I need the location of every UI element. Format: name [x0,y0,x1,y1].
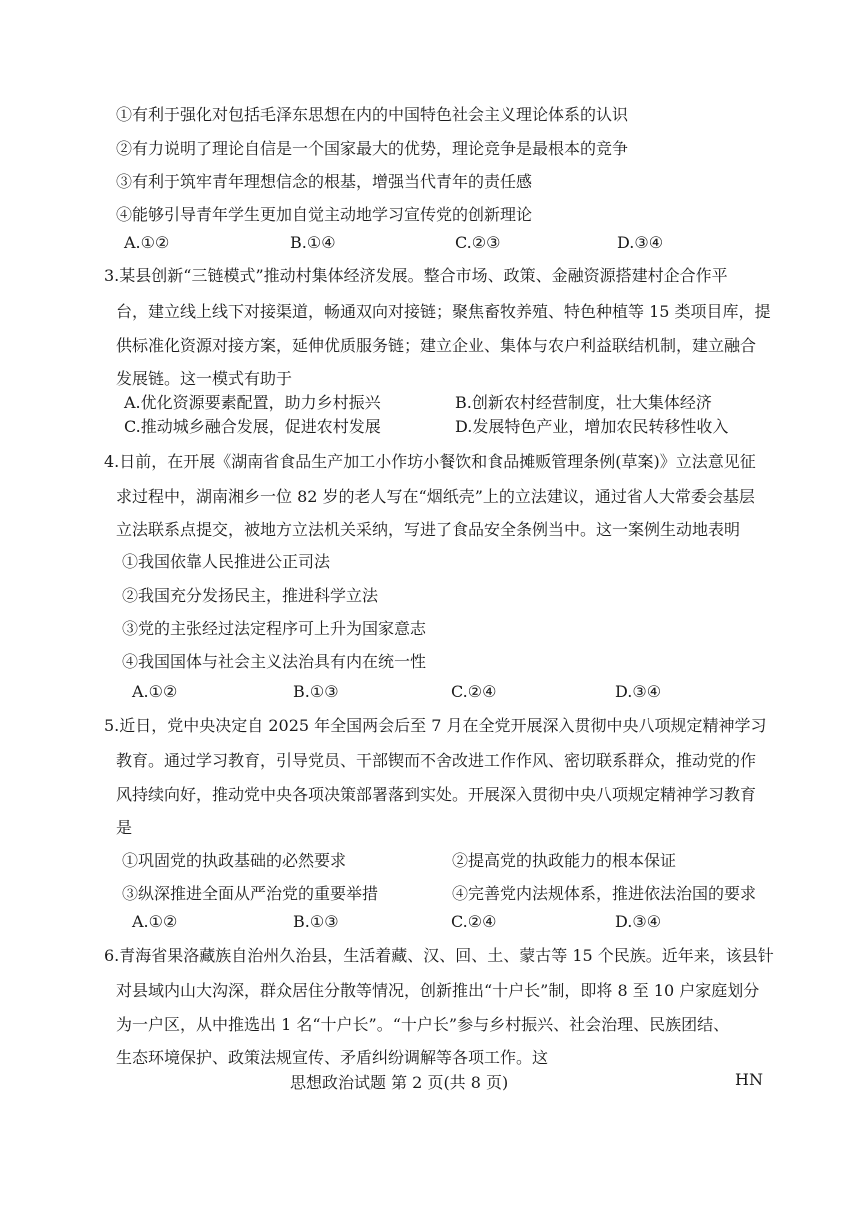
q5-choice-b: B.①③ [293,912,339,931]
q4-choice-c: C.②④ [451,682,497,701]
q3-stem-line-1: 3.某县创新“三链模式”推动村集体经济发展。整合市场、政策、金融资源搭建村企合作平 [104,266,728,285]
q3-choice-c: C.推动城乡融合发展，促进农村发展 [124,417,381,436]
q4-stem-line-2: 求过程中，湖南湘乡一位 82 岁的老人写在“烟纸壳”上的立法建议，通过省人大常委会基层 [116,487,755,506]
q4-stem-line-3: 立法联系点提交，被地方立法机关采纳，写进了食品安全条例当中。这一案例生动地表明 [116,520,741,539]
page-footer: 思想政治试题 第 2 页(共 8 页) [290,1073,509,1092]
q4-choice-a: A.①② [132,682,178,701]
q2-choice-d: D.③④ [617,233,664,252]
q2-item-1: ①有利于强化对包括毛泽东思想在内的中国特色社会主义理论体系的认识 [116,105,629,124]
q5-stem-line-1: 5.近日，党中央决定自 2025 年全国两会后至 7 月在全党开展深入贯彻中央八项规定精神学习 [104,716,767,735]
q5-stem-line-2: 教育。通过学习教育，引导党员、干部锲而不舍改进工作作风、密切联系群众，推动党的作 [116,751,757,770]
region-code: HN [735,1070,763,1089]
q5-stem-line-4: 是 [116,818,133,837]
q3-choice-d: D.发展特色产业，增加农民转移性收入 [455,417,729,436]
q5-item-4: ④完善党内法规体系，推进依法治国的要求 [452,884,757,903]
q4-item-2: ②我国充分发扬民主，推进科学立法 [122,586,379,605]
q4-stem-line-1: 4.日前，在开展《湖南省食品生产加工小作坊小餐饮和食品摊贩管理条例(草案)》立法意见征 [104,452,756,471]
q2-item-3: ③有利于筑牢青年理想信念的根基，增强当代青年的责任感 [116,172,533,191]
q5-stem-line-3: 风持续向好，推动党中央各项决策部署落到实处。开展深入贯彻中央八项规定精神学习教育 [116,785,757,804]
q3-stem-line-4: 发展链。这一模式有助于 [116,369,293,388]
q6-stem-line-1: 6.青海省果洛藏族自治州久治县，生活着藏、汉、回、土、蒙古等 15 个民族。近年来，该县针 [104,946,774,965]
q3-choice-a: A.优化资源要素配置，助力乡村振兴 [124,393,381,412]
q2-choice-a: A.①② [124,233,170,252]
q5-choice-a: A.①② [132,912,178,931]
q6-stem-line-2: 对县域内山大沟深，群众居住分散等情况，创新推出“十户长”制，即将 8 至 10 户家庭划分 [116,981,760,1000]
q3-choice-b: B.创新农村经营制度，壮大集体经济 [455,393,712,412]
q6-stem-line-4: 生态环境保护、政策法规宣传、矛盾纠纷调解等各项工作。这 [116,1048,549,1067]
q5-choice-d: D.③④ [615,912,662,931]
q3-stem-line-2: 台，建立线上线下对接渠道，畅通双向对接链；聚焦畜牧养殖、特色种植等 15 类项目库，提 [116,302,771,321]
q4-item-1: ①我国依靠人民推进公正司法 [122,552,331,571]
q3-stem-line-3: 供标准化资源对接方案，延伸优质服务链；建立企业、集体与农户利益联结机制，建立融合 [116,336,757,355]
q2-choice-c: C.②③ [455,233,501,252]
q2-item-4: ④能够引导青年学生更加自觉主动地学习宣传党的创新理论 [116,205,533,224]
q4-choice-d: D.③④ [615,682,662,701]
q2-choice-b: B.①④ [290,233,336,252]
q4-item-3: ③党的主张经过法定程序可上升为国家意志 [122,619,427,638]
q5-item-1: ①巩固党的执政基础的必然要求 [122,851,347,870]
q5-choice-c: C.②④ [451,912,497,931]
q2-item-2: ②有力说明了理论自信是一个国家最大的优势，理论竞争是最根本的竞争 [116,139,629,158]
q4-item-4: ④我国国体与社会主义法治具有内在统一性 [122,652,427,671]
q6-stem-line-3: 为一户区，从中推选出 1 名“十户长”。“十户长”参与乡村振兴、社会治理、民族团结、 [116,1015,730,1034]
q5-item-3: ③纵深推进全面从严治党的重要举措 [122,884,379,903]
q5-item-2: ②提高党的执政能力的根本保证 [452,851,677,870]
q4-choice-b: B.①③ [293,682,339,701]
